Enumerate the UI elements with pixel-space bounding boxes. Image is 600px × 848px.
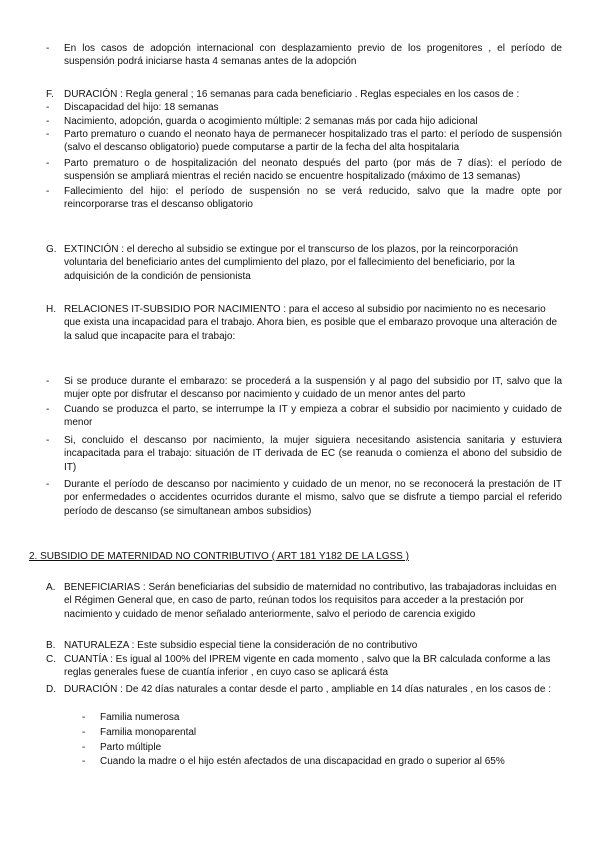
bullet-dash: - (46, 435, 50, 446)
bullet-dash: - (46, 116, 50, 127)
bullet-dash: - (82, 756, 86, 767)
item-text: Si, concluido el descanso por nacimiento, la mujer siguiera necesitando asistencia sanitaria y estuviera incapacitada para el trabajo: situación de IT derivada de EC (se reanuda o comienza el abono del subsidio de IT) (64, 435, 562, 473)
bullet-dash: - (46, 404, 50, 415)
bullet-dash: - (82, 712, 86, 723)
item-text: Si se produce durante el embarazo: se procederá a la suspensión y al pago del subsidio por IT, salvo que la mujer opte por disfrutar el descanso por nacimiento y cuidado de un menor antes del parto (64, 376, 562, 401)
item-text: Discapacidad del hijo: 18 semanas (64, 102, 219, 113)
item-text: CUANTÍA : Es igual al 100% del IPREM vigente en cada momento , salvo que la BR calculada conforme a las reglas generales fuese de cuantía inferior , en cuyo caso se aplicará ésta (64, 654, 551, 679)
bullet-dash: - (46, 102, 50, 113)
section-heading: DURACIÓN : Regla general ; 16 semanas para cada beneficiario . Reglas especiales en los casos de : (64, 89, 520, 100)
item-text: Cuando la madre o el hijo estén afectados de una discapacidad en grado o superior al 65% (100, 756, 505, 767)
section-text: RELACIONES IT-SUBSIDIO POR NACIMIENTO : para el acceso al subsidio por nacimiento no es necesario que exista una incapacidad para el trabajo. Ahora bien, es posible que el embarazo provoque una alteración de la salud que incapacite para el trabajo: (64, 304, 558, 342)
section-marker: G. (46, 244, 57, 255)
item-text: En los casos de adopción internacional con desplazamiento previo de los progenitores , el período de suspensión podrá iniciarse hasta 4 semanas antes de la adopción (64, 43, 562, 68)
item-text: DURACIÓN : De 42 días naturales a contar desde el parto , ampliable en 14 días naturales , en los casos de : (64, 684, 551, 695)
item-text: Parto múltiple (100, 742, 162, 753)
bullet-dash: - (46, 43, 50, 54)
item-text: Cuando se produzca el parto, se interrumpe la IT y empieza a cobrar el subsidio por nacimiento y cuidado de menor (64, 404, 562, 429)
section-marker: B. (46, 640, 56, 651)
bullet-dash: - (46, 129, 50, 140)
section-text: EXTINCIÓN : el derecho al subsidio se extingue por el transcurso de los plazos, por la reincorporación voluntaria del beneficiario antes del cumplimiento del plazo, por el fallecimiento del beneficiario, por la adquisición de la condición de pensionista (64, 244, 519, 282)
item-text: Nacimiento, adopción, guarda o acogimiento múltiple: 2 semanas más por cada hijo adicional (64, 116, 478, 127)
item-text: Parto prematuro o de hospitalización del neonato después del parto (por más de 7 días): el período de suspensión se ampliará mientras el recién nacido se encuentre hospitalizado (máximo de 13 semanas) (64, 158, 562, 183)
item-text: Parto prematuro o cuando el neonato haya de permanecer hospitalizado tras el parto: el período de suspensión (salvo el descanso obligatorio) puede computarse a partir de la fecha del alta hospitalaria (64, 129, 562, 154)
section-title: 2. SUBSIDIO DE MATERNIDAD NO CONTRIBUTIVO ( ART 181 Y182 DE LA LGSS ) (29, 551, 409, 562)
item-text: Familia monoparental (100, 727, 197, 738)
section-marker: A. (46, 582, 56, 593)
section-marker: C. (46, 654, 56, 665)
bullet-dash: - (46, 479, 50, 490)
bullet-dash: - (82, 727, 86, 738)
bullet-dash: - (46, 186, 50, 197)
bullet-dash: - (82, 742, 86, 753)
item-text: Durante el período de descanso por nacimiento y cuidado de un menor, no se reconocerá la prestación de IT por enfermedades o accidentes ocurridos durante el mismo, salvo que se disfrute a tiempo parcial el referido período de descanso (se simultanean ambos subsidios) (64, 479, 562, 517)
item-text: Fallecimiento del hijo: el período de suspensión no se verá reducido, salvo que la madre opte por reincorporarse tras el descanso obligatorio (64, 186, 562, 211)
bullet-dash: - (46, 376, 50, 387)
section-marker: H. (46, 304, 56, 315)
section-marker: F. (46, 89, 54, 100)
item-text: NATURALEZA : Este subsidio especial tiene la consideración de no contributivo (64, 640, 418, 651)
bullet-dash: - (46, 158, 50, 169)
item-text: Familia numerosa (100, 712, 180, 723)
section-marker: D. (46, 684, 56, 695)
item-text: BENEFICIARIAS : Serán beneficiarias del subsidio de maternidad no contributivo, las trabajadoras incluidas en el Régimen General que, en caso de parto, reúnan todos los requisitos para acceder a la prestación por nacimiento y cuidado de menor señalado anteriormente, salvo el periodo de carencia exigido (64, 582, 557, 620)
